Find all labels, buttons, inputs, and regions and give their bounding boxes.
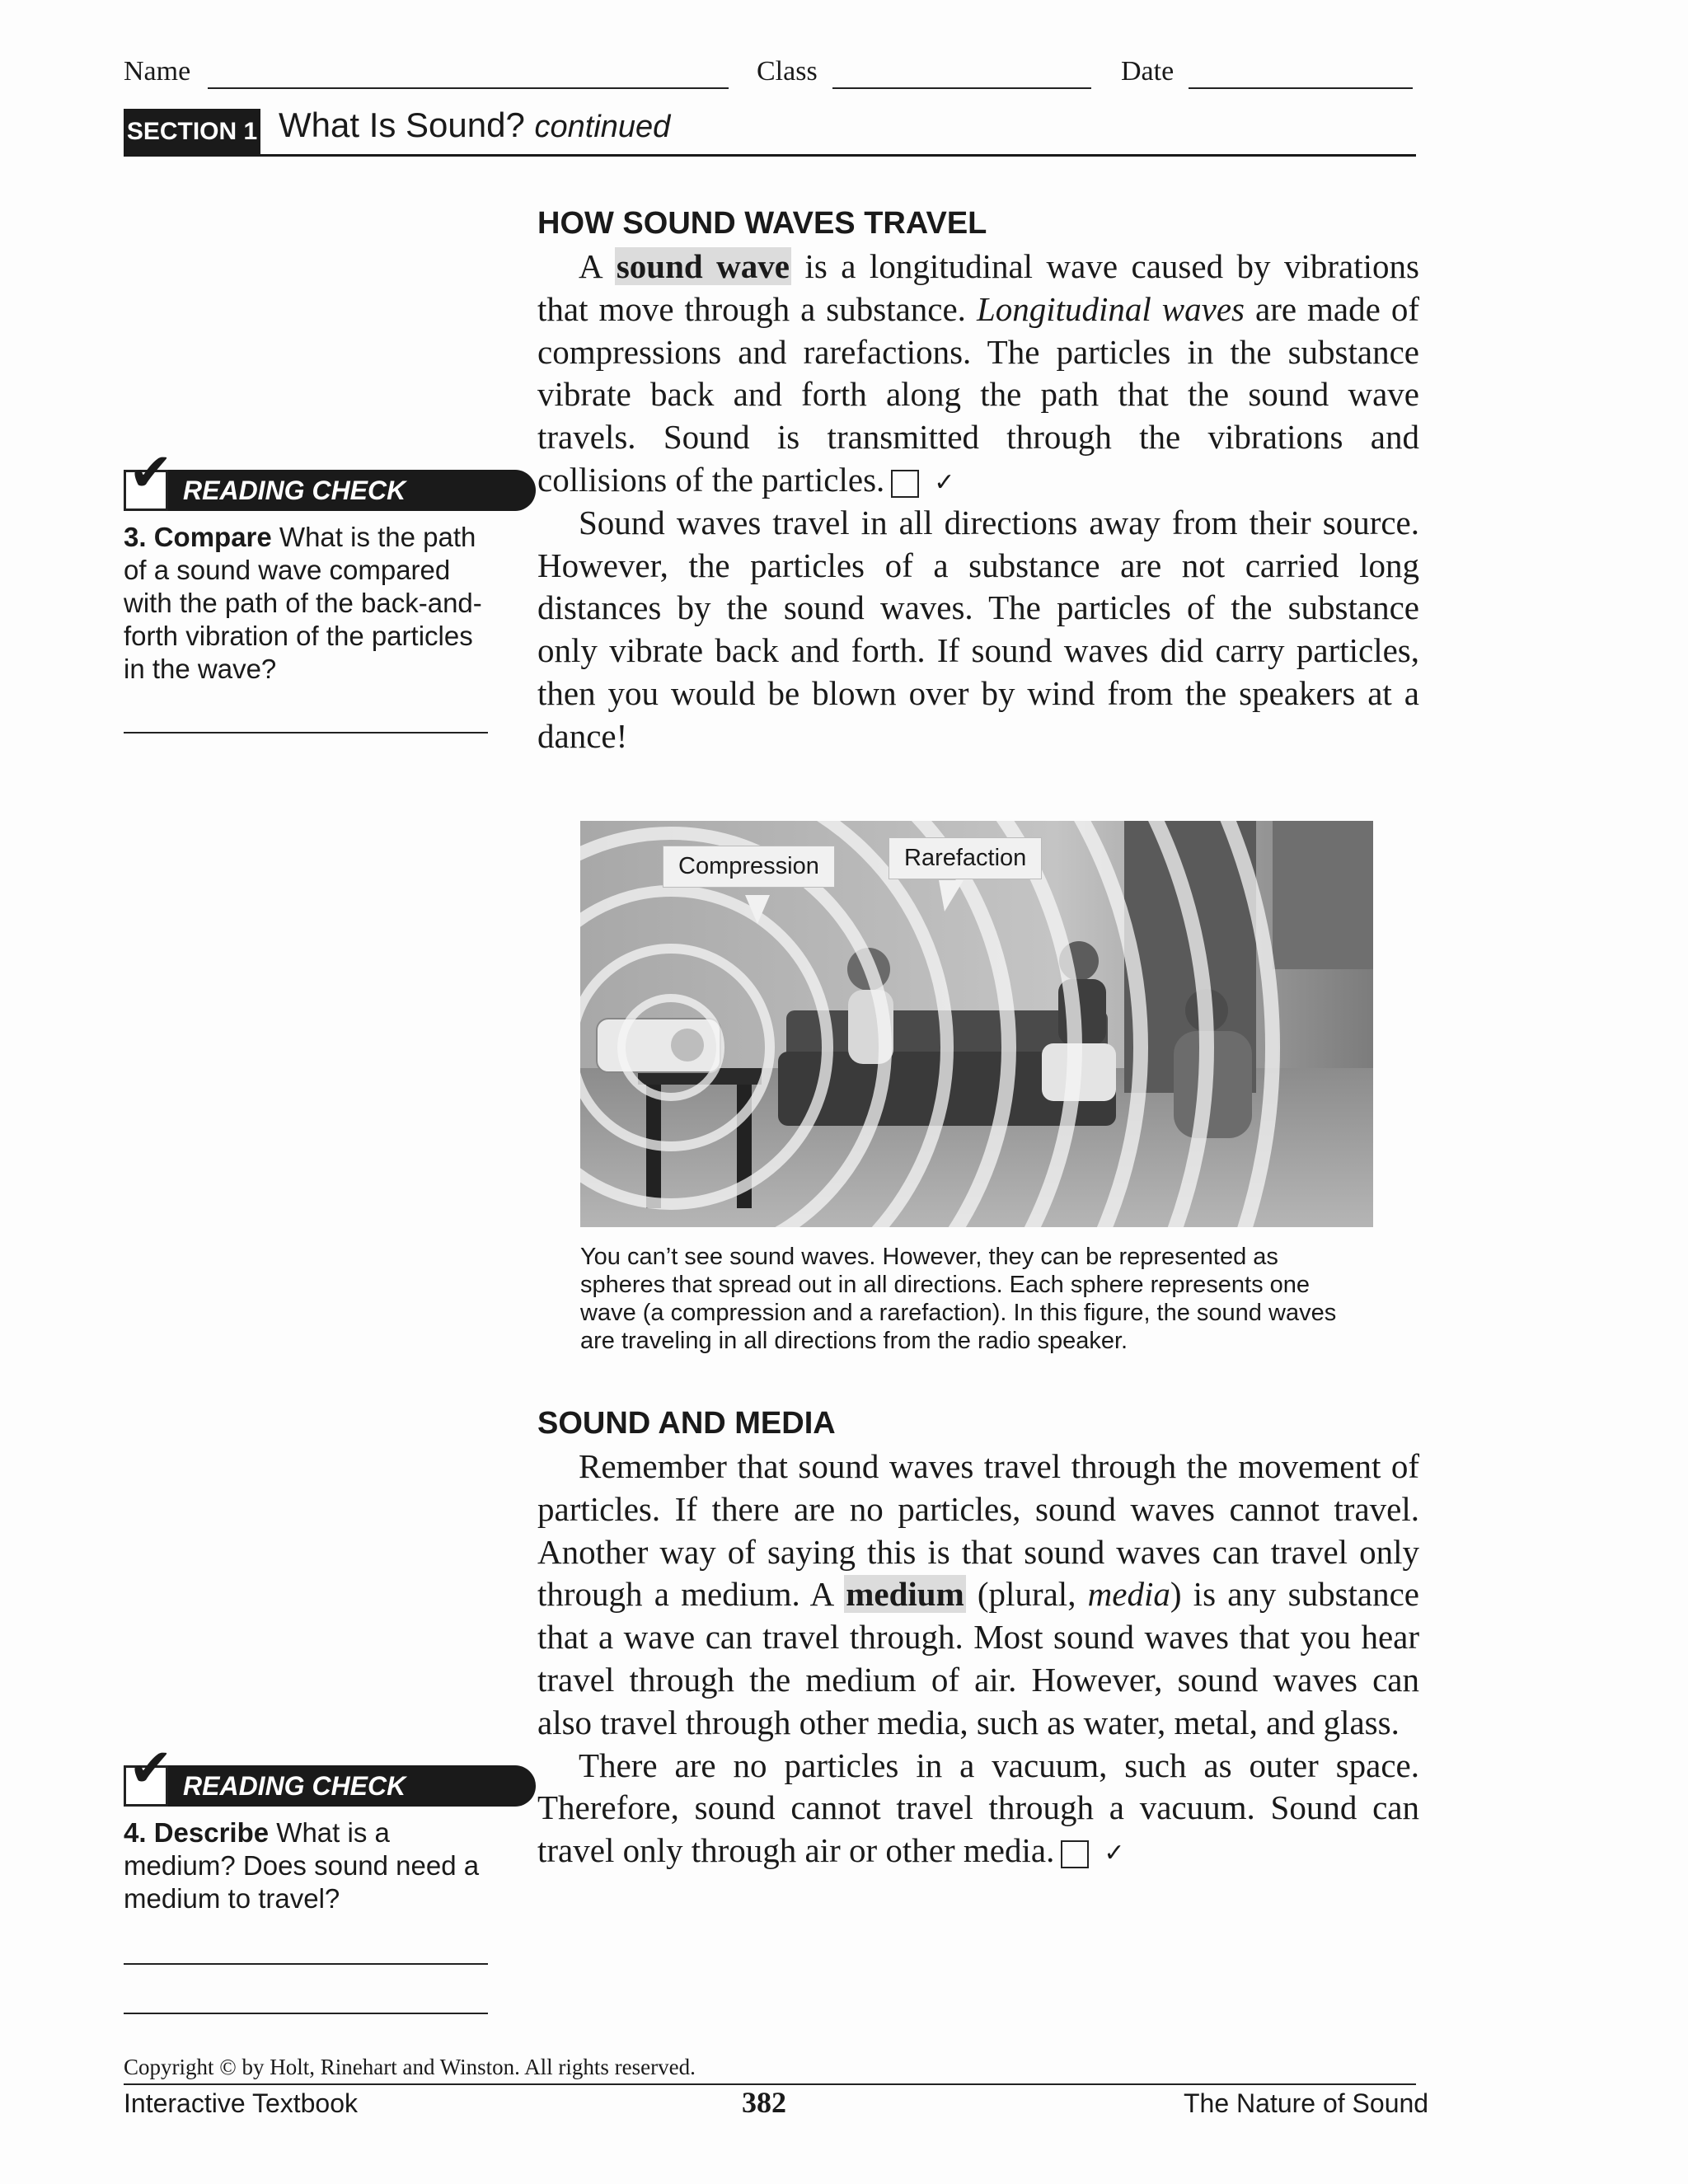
- date-field[interactable]: [1189, 87, 1413, 89]
- text-run: ) is any substance that a wave can travel through. Most sound waves that you hear travel through the medium of air. However, sound waves can also travel through other media, such as water, metal, and glass.: [537, 1575, 1420, 1741]
- date-label: Date: [1121, 56, 1175, 87]
- reading-check-banner: [124, 1738, 486, 1807]
- text-run: A: [579, 247, 615, 285]
- how-sound-body: [537, 246, 1419, 758]
- reading-check-3: [124, 443, 486, 686]
- reading-check-question: [124, 1816, 486, 1915]
- sound-media-paragraph-1: [537, 1446, 1419, 1745]
- figure-caption: You can’t see sound waves. However, they can be represented as spheres that spread out in all directions. Each sphere represents one wave (a compression and a rarefaction). In this figure, the sound waves are traveling in all directions from the radio speaker.: [580, 1244, 1337, 1354]
- how-sound-paragraph-2: Sound waves travel in all directions away from their source. However, the particles of a substance are not carried long distances by the sound waves. The particles of the substance only vibrate back and forth. If sound waves did carry particles, then you would be blown over by wind from the speakers at a dance!: [537, 503, 1419, 755]
- check-box-icon: ✓: [891, 470, 919, 498]
- reading-check-label: READING CHECK: [166, 1765, 536, 1807]
- question-verb: Describe: [153, 1817, 270, 1848]
- section-continued: continued: [534, 110, 671, 144]
- question-text: What is a medium? Does sound need a medium to travel?: [124, 1817, 480, 1914]
- how-sound-paragraph-1: [537, 246, 1419, 502]
- class-field[interactable]: [832, 87, 1091, 89]
- page-number: 382: [742, 2086, 786, 2119]
- heading-sound-and-media: SOUND AND MEDIA: [537, 1406, 836, 1441]
- chapter-title: The Nature of Sound: [1184, 2088, 1429, 2118]
- checkmark-icon: ✔: [129, 1738, 173, 1799]
- copyright: Copyright © by Holt, Rinehart and Winston. All rights reserved.: [124, 2055, 696, 2079]
- section-badge: SECTION 1: [124, 109, 260, 155]
- question-number: 4.: [124, 1817, 147, 1848]
- reading-check-4: [124, 1738, 486, 1915]
- question-number: 3.: [124, 522, 147, 552]
- text-run: (plural,: [965, 1575, 1088, 1614]
- checkmark-icon: ✔: [129, 443, 173, 504]
- name-label: Name: [124, 56, 191, 87]
- answer-line-4a[interactable]: [124, 1963, 488, 1965]
- sound-media-paragraph-2: [537, 1745, 1419, 1872]
- name-field[interactable]: [208, 87, 729, 89]
- text-run: are made of compressions and rarefactions. The particles in the substance vibrate back and forth along the path that the sound wave travels. Sound is transmitted through the vibrations and collisions of the particles.: [537, 289, 1419, 499]
- section-title: [279, 105, 670, 145]
- sound-wave-photo: [580, 821, 1373, 1227]
- reading-check-question: [124, 521, 486, 686]
- compression-label: Compression: [663, 846, 835, 888]
- sound-media-body: [537, 1446, 1419, 1872]
- term-media: media: [1087, 1575, 1170, 1614]
- check-box-icon: ✓: [1061, 1840, 1089, 1868]
- text-run: is a longitudinal wave caused by vibrations that move through a substance.: [537, 247, 1419, 328]
- reading-check-label: READING CHECK: [166, 470, 536, 511]
- term-medium: medium: [846, 1575, 964, 1614]
- question-verb: Compare: [153, 522, 272, 552]
- section-title-text: What Is Sound?: [279, 105, 525, 144]
- text-run: Remember that sound waves travel through the movement of particles. If there are no particles, sound waves cannot travel. Another way of saying this is that sound waves can travel only through a medium. A: [537, 1447, 1419, 1614]
- question-text: What is the path of a sound wave compared with the path of the back-and-forth vibration of the particles in the wave?: [124, 522, 482, 684]
- answer-line-4b[interactable]: [124, 2013, 488, 2014]
- book-title: Interactive Textbook: [124, 2088, 359, 2118]
- term-sound-wave: sound wave: [616, 247, 790, 285]
- section-rule: [124, 154, 1416, 157]
- text-run: There are no particles in a vacuum, such as outer space. Therefore, sound cannot travel through a vacuum. Sound can travel only through air or other media.: [537, 1746, 1419, 1870]
- rarefaction-label: Rarefaction: [889, 837, 1042, 879]
- class-label: Class: [757, 56, 818, 87]
- heading-how-sound-waves-travel: HOW SOUND WAVES TRAVEL: [537, 206, 987, 241]
- reading-check-banner: [124, 443, 486, 511]
- answer-line-3[interactable]: [124, 732, 488, 733]
- term-longitudinal-waves: Longitudinal waves: [976, 289, 1245, 328]
